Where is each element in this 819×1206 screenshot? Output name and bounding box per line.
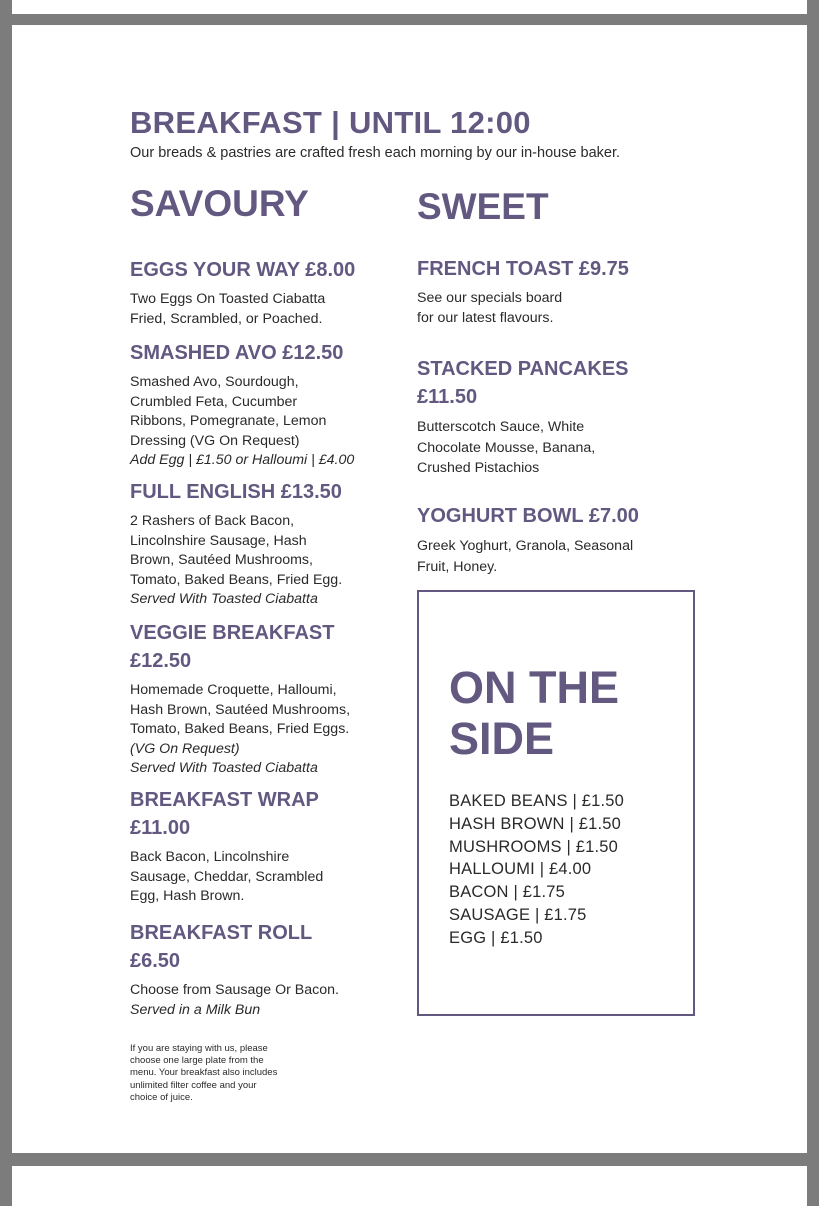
item-desc-line: Egg, Hash Brown.: [130, 888, 245, 904]
sides-heading: [449, 662, 669, 764]
item-desc-line: Brown, Sautéed Mushrooms,: [130, 552, 313, 568]
side-item: HASH BROWN | £1.50: [449, 814, 622, 833]
item-note: Add Egg | £1.50 or Halloumi | £4.00: [130, 452, 355, 468]
sweet-heading: SWEET: [417, 186, 549, 227]
item-desc-line: Smashed Avo, Sourdough,: [130, 374, 299, 390]
item-note: Served With Toasted Ciabatta: [130, 760, 318, 776]
menu-item: [417, 255, 687, 328]
footnote: [130, 1043, 310, 1104]
item-desc-line: Back Bacon, Lincolnshire: [130, 849, 290, 865]
next-page-edge: [12, 1166, 807, 1206]
item-desc-line: Butterscotch Sauce, White: [417, 419, 585, 435]
item-desc-line: Choose from Sausage Or Bacon.: [130, 982, 339, 998]
item-desc-line: for our latest flavours.: [417, 309, 554, 326]
item-desc-line: Fried, Scrambled, or Poached.: [130, 310, 323, 327]
item-note: Served in a Milk Bun: [130, 1001, 261, 1018]
sides-heading-line: SIDE: [449, 713, 555, 764]
footnote-line: menu. Your breakfast also includes: [130, 1067, 278, 1079]
sides-box: [417, 590, 695, 1016]
side-item: SAUSAGE | £1.75: [449, 905, 587, 924]
item-desc-line: Crumbled Feta, Cucumber: [130, 393, 298, 410]
item-title-line: BREAKFAST ROLL: [130, 922, 313, 944]
item-desc-line: Two Eggs On Toasted Ciabatta: [130, 291, 326, 307]
item-desc-line: 2 Rashers of Back Bacon,: [130, 513, 295, 529]
side-item: BAKED BEANS | £1.50: [449, 792, 625, 810]
footnote-line: choose one large plate from the: [130, 1055, 264, 1067]
item-title: [130, 919, 400, 975]
item-desc-line: Tomato, Baked Beans, Fried Eggs.: [130, 721, 350, 737]
menu-item: [130, 478, 400, 610]
menu-item: [417, 502, 687, 577]
side-item: HALLOUMI | £4.00: [449, 860, 592, 879]
item-title: [417, 355, 687, 411]
savoury-heading: SAVOURY: [130, 183, 309, 224]
item-price: £12.50: [130, 650, 192, 672]
item-desc-line: See our specials board: [417, 290, 563, 306]
item-desc-line: Dressing (VG On Request): [130, 432, 300, 449]
item-title: [130, 786, 400, 842]
footnote-line: unlimited filter coffee and your: [130, 1079, 257, 1091]
item-desc-line: Crushed Pistachios: [417, 460, 540, 476]
item-desc-line: Fruit, Honey.: [417, 558, 498, 575]
item-title-line: BREAKFAST WRAP: [130, 789, 319, 811]
item-title: FRENCH TOAST £9.75: [417, 258, 629, 280]
item-desc-line: Sausage, Cheddar, Scrambled: [130, 868, 324, 885]
menu-item: [417, 355, 687, 479]
previous-page-edge: [12, 0, 807, 14]
item-title: FULL ENGLISH £13.50: [130, 481, 342, 503]
side-item: BACON | £1.75: [449, 883, 566, 902]
item-price: £11.00: [130, 817, 191, 839]
sides-list: [449, 790, 624, 950]
side-item: EGG | £1.50: [449, 928, 543, 947]
item-note: (VG On Request): [130, 740, 240, 757]
item-title: YOGHURT BOWL £7.00: [417, 505, 639, 527]
item-desc-line: Hash Brown, Sautéed Mushrooms,: [130, 701, 351, 718]
menu-item: [130, 919, 400, 1020]
item-note: Served With Toasted Ciabatta: [130, 591, 318, 607]
menu-item: [130, 339, 400, 471]
side-item: MUSHROOMS | £1.50: [449, 837, 619, 856]
item-title: [130, 619, 400, 675]
item-desc-line: Chocolate Mousse, Banana,: [417, 439, 596, 456]
page-title: BREAKFAST | UNTIL 12:00: [130, 105, 531, 140]
item-title: EGGS YOUR WAY £8.00: [130, 259, 356, 281]
item-desc-line: Homemade Croquette, Halloumi,: [130, 682, 337, 698]
item-desc-line: Tomato, Baked Beans, Fried Egg.: [130, 571, 343, 588]
page-subtitle: Our breads & pastries are crafted fresh each morning by our in-house baker.: [130, 145, 621, 161]
menu-item: [130, 619, 400, 779]
item-title-line: VEGGIE BREAKFAST: [130, 622, 335, 644]
menu-item: [130, 256, 400, 329]
menu-item: [130, 786, 400, 907]
footnote-line: If you are staying with us, please: [130, 1043, 268, 1054]
item-price: £11.50: [417, 386, 478, 408]
item-title: SMASHED AVO £12.50: [130, 342, 344, 364]
item-desc-line: Lincolnshire Sausage, Hash: [130, 532, 307, 549]
item-price: £6.50: [130, 950, 181, 972]
item-desc-line: Greek Yoghurt, Granola, Seasonal: [417, 538, 634, 554]
footnote-line: choice of juice.: [130, 1091, 193, 1103]
item-title-line: STACKED PANCAKES: [417, 358, 629, 380]
item-desc-line: Ribbons, Pomegranate, Lemon: [130, 413, 327, 429]
sides-heading-line: ON THE: [449, 662, 620, 713]
